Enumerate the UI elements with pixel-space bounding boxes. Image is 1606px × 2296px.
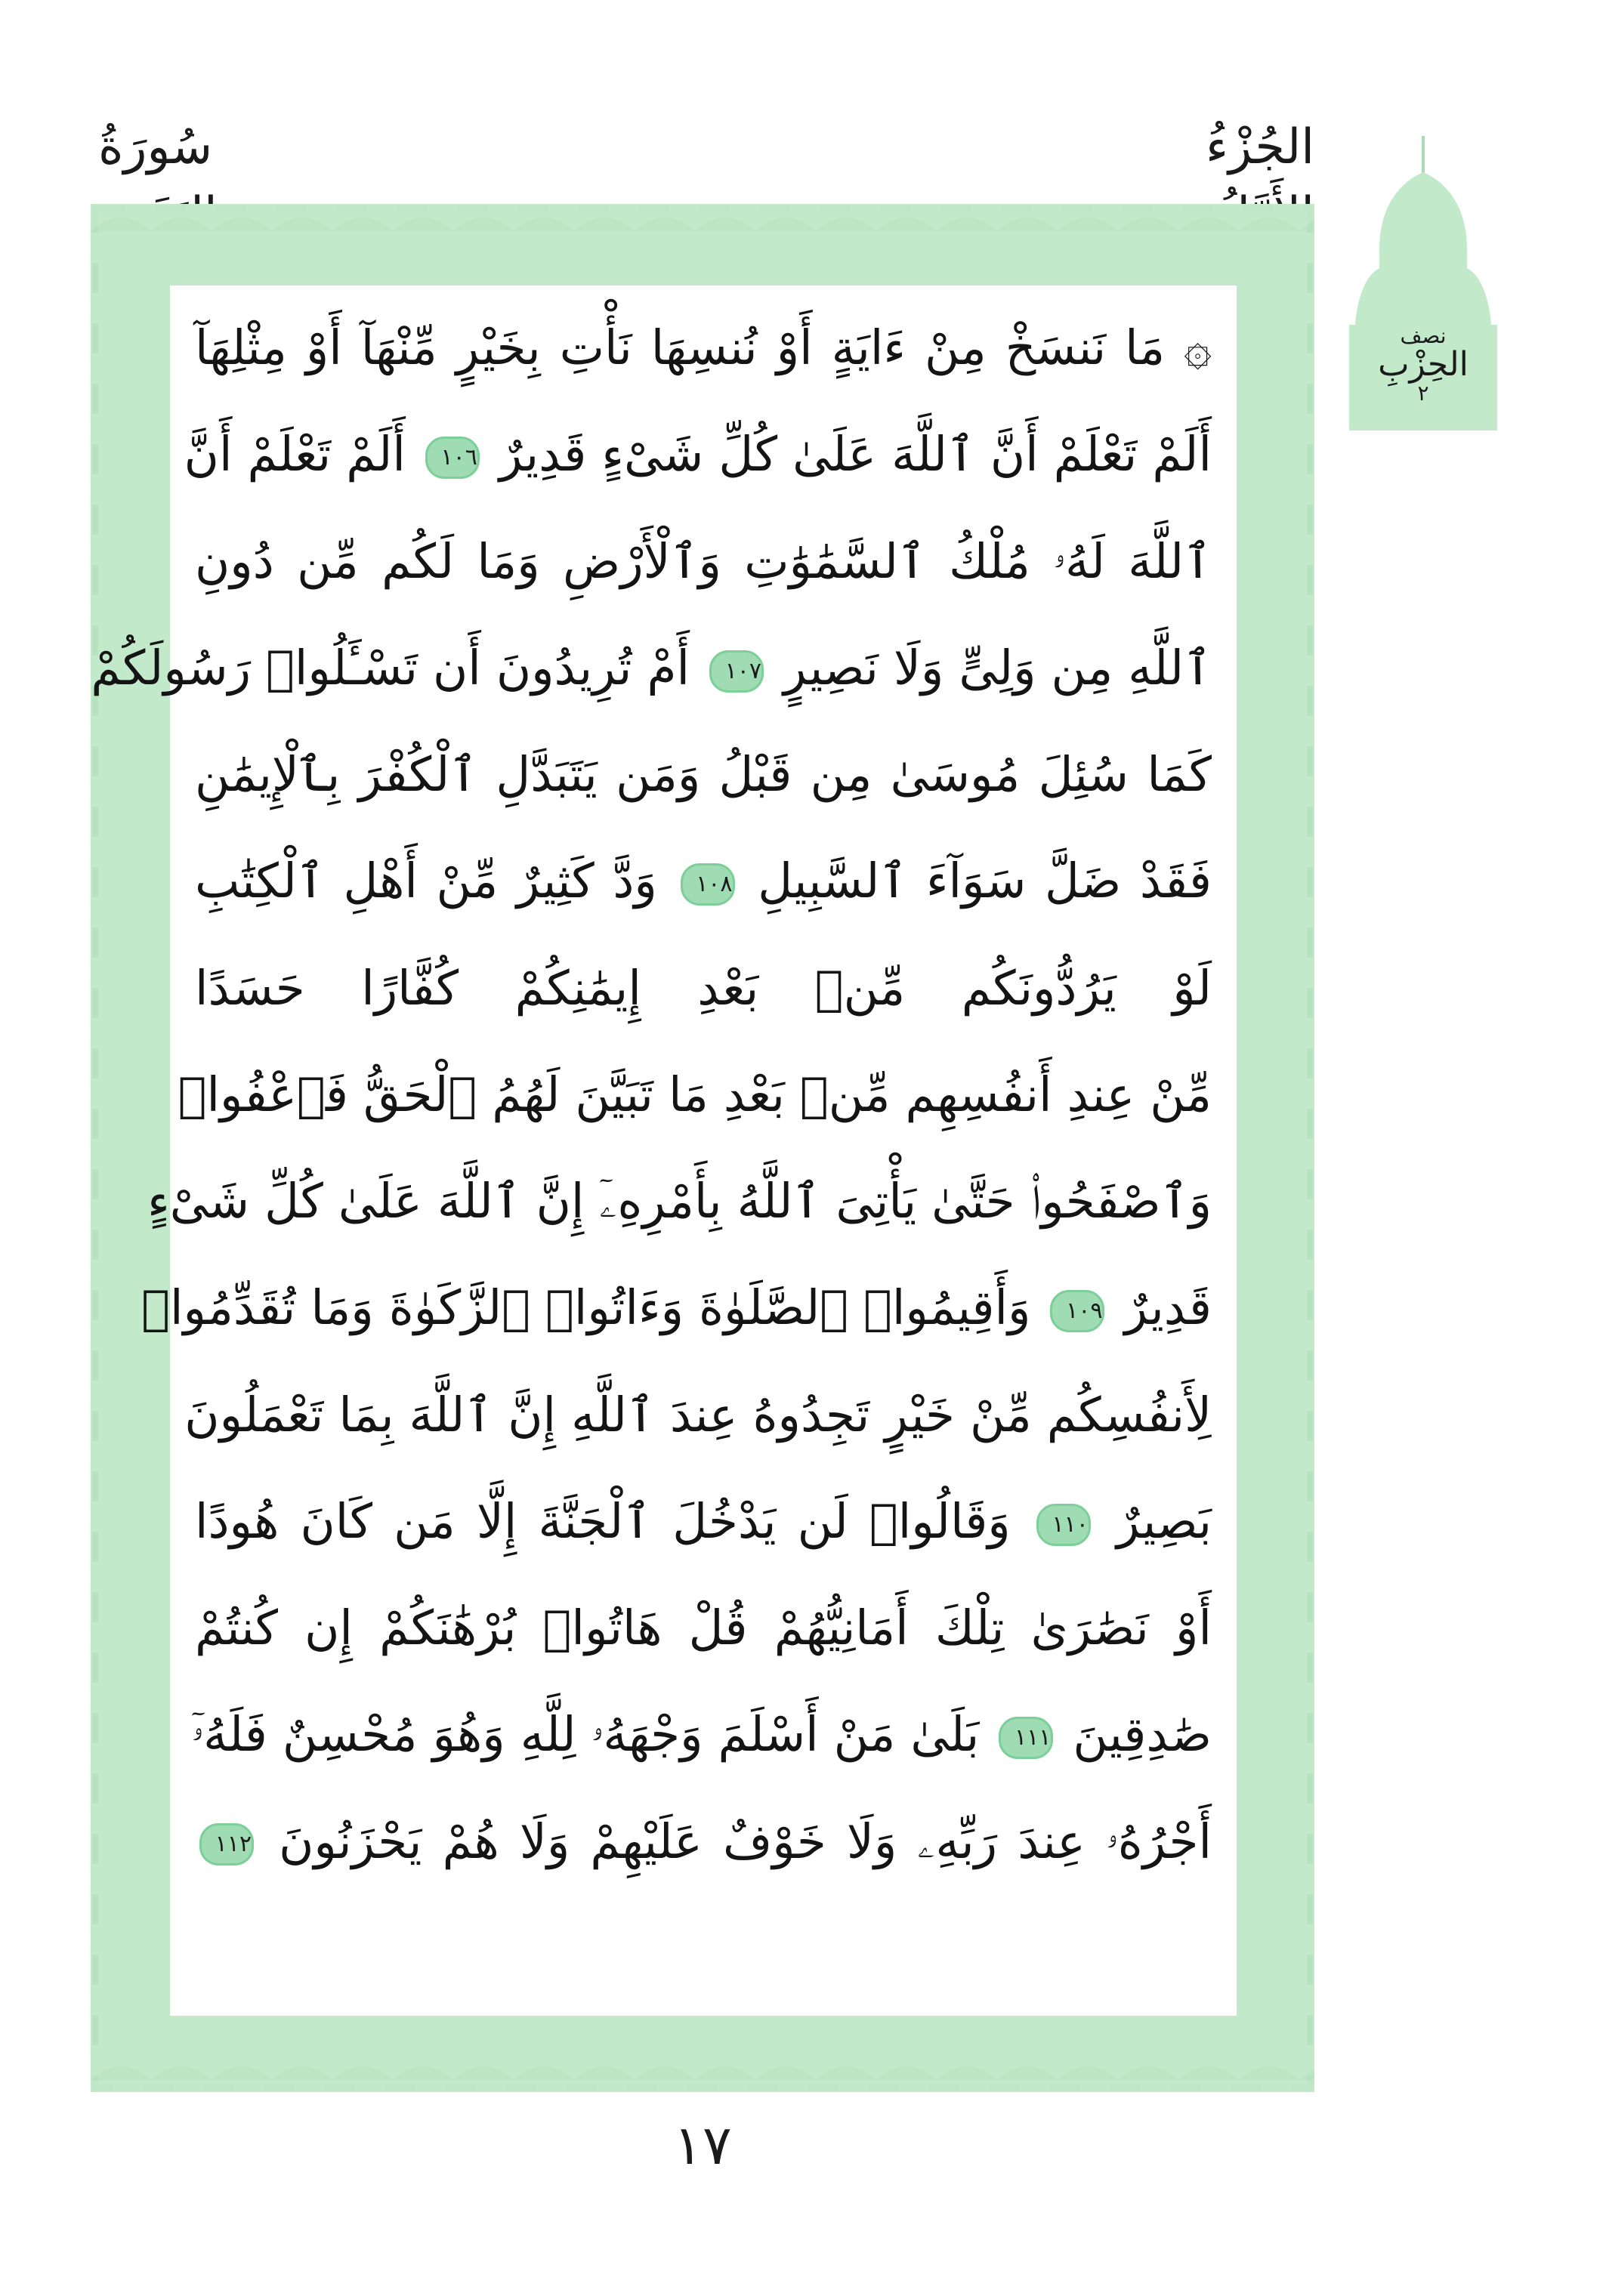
text-line: [184, 1362, 1212, 1468]
verse-text: وَقَالُوا۟ لَن يَدْخُلَ ٱلْجَنَّةَ إِلَّا مَن كَانَ هُودًا: [195, 1493, 1011, 1549]
ayah-number-marker: ١١٢: [199, 1823, 254, 1866]
verse-text: أَمْ تُرِيدُونَ أَن تَسْـَٔلُوا۟ رَسُولَكُمْ: [91, 640, 690, 696]
verse-text: لَوْ يَرُدُّونَكُم مِّنۢ بَعْدِ إِيمَٰنِكُمْ كُفَّارًا حَسَدًا: [195, 960, 1212, 1016]
text-line: [195, 1575, 1212, 1681]
quran-text: [91, 295, 1212, 2001]
text-line: [91, 615, 1212, 721]
text-line: [195, 1788, 1212, 1895]
text-line: [195, 721, 1212, 828]
verse-text: كَمَا سُئِلَ مُوسَىٰ مِن قَبْلُ وَمَن يَتَبَدَّلِ ٱلْكُفْرَ بِٱلْإِيمَٰنِ: [195, 747, 1212, 802]
verse-text: أَوْ نَصَٰرَىٰ تِلْكَ أَمَانِيُّهُمْ قُلْ هَاتُوا۟ بُرْهَٰنَكُمْ إِن كُنتُمْ: [195, 1600, 1212, 1656]
verse-text: ۞ مَا نَنسَخْ مِنْ ءَايَةٍ أَوْ نُنسِهَا نَأْتِ بِخَيْرٍ مِّنْهَآ أَوْ مِثْلِهَآ: [195, 320, 1212, 375]
verse-text: أَجْرُهُۥ عِندَ رَبِّهِۦ وَلَا خَوْفٌ عَلَيْهِمْ وَلَا هُمْ يَحْزَنُونَ: [279, 1813, 1212, 1869]
verse-text: ٱللَّهِ مِن وَلِىٍّ وَلَا نَصِيرٍ: [783, 640, 1212, 696]
verse-text: بَصِيرٌ: [1116, 1493, 1212, 1549]
text-line: [195, 935, 1212, 1042]
verse-text: مِّنْ عِندِ أَنفُسِهِم مِّنۢ بَعْدِ مَا تَبَيَّنَ لَهُمُ ٱلْحَقُّ فَٱعْفُوا۟: [178, 1066, 1212, 1122]
page-number: ١٧: [673, 2113, 732, 2177]
verse-text: ٱللَّهَ لَهُۥ مُلْكُ ٱلسَّمَٰوَٰتِ وَٱلْأَرْضِ وَمَا لَكُم مِّن دُونِ: [195, 533, 1212, 589]
juz-label: الجُزْءُ: [1206, 119, 1314, 175]
text-line: [184, 401, 1212, 508]
text-line: [195, 508, 1212, 615]
text-line: [195, 828, 1212, 934]
verse-text: صَٰدِقِينَ: [1073, 1707, 1212, 1763]
ayah-number-marker: ١٠٨: [681, 863, 735, 906]
verse-text: بَلَىٰ مَنْ أَسْلَمَ وَجْهَهُۥ لِلَّهِ وَهُوَ مُحْسِنٌ فَلَهُۥٓ: [191, 1707, 980, 1763]
hizb-label: [1349, 325, 1497, 405]
hizb-number: ٢: [1417, 381, 1429, 406]
verse-text: وَأَقِيمُوا۟ ٱلصَّلَوٰةَ وَءَاتُوا۟ ٱلزَّكَوٰةَ وَمَا تُقَدِّمُوا۟: [141, 1280, 1031, 1336]
verse-text: أَلَمْ تَعْلَمْ أَنَّ: [184, 427, 406, 483]
ayah-number-marker: ١١١: [999, 1717, 1053, 1759]
text-line: [141, 1254, 1212, 1361]
ayah-number-marker: ١٠٦: [425, 437, 480, 479]
text-line: [178, 1042, 1212, 1148]
ayah-number-marker: ١١٠: [1036, 1504, 1091, 1546]
verse-text: لِأَنفُسِكُم مِّنْ خَيْرٍ تَجِدُوهُ عِندَ ٱللَّهِ إِنَّ ٱللَّهَ بِمَا تَعْمَلُونَ: [184, 1387, 1212, 1443]
verse-text: فَقَدْ ضَلَّ سَوَآءَ ٱلسَّبِيلِ: [758, 853, 1212, 909]
hizb-word: الحِزْبِ: [1378, 345, 1469, 384]
text-line: [191, 1681, 1212, 1788]
surah-label: سُورَةُ: [98, 119, 213, 175]
verse-text: أَلَمْ تَعْلَمْ أَنَّ ٱللَّهَ عَلَىٰ كُلِّ شَىْءٍ قَدِيرٌ: [499, 427, 1212, 483]
text-line: [195, 295, 1212, 401]
hizb-nisf-text: نصف: [1400, 323, 1447, 348]
ayah-number-marker: ١٠٧: [709, 650, 764, 693]
text-line: [147, 1148, 1212, 1254]
verse-text: وَٱصْفَحُوا۟ حَتَّىٰ يَأْتِىَ ٱللَّهُ بِأَمْرِهِۦٓ إِنَّ ٱللَّهَ عَلَىٰ كُلِّ شَىْءٍ: [147, 1174, 1212, 1229]
ayah-number-marker: ١٠٩: [1050, 1290, 1104, 1332]
verse-text: قَدِيرٌ: [1124, 1280, 1212, 1336]
verse-text: وَدَّ كَثِيرٌ مِّنْ أَهْلِ ٱلْكِتَٰبِ: [195, 853, 657, 909]
text-line: [195, 1468, 1212, 1575]
